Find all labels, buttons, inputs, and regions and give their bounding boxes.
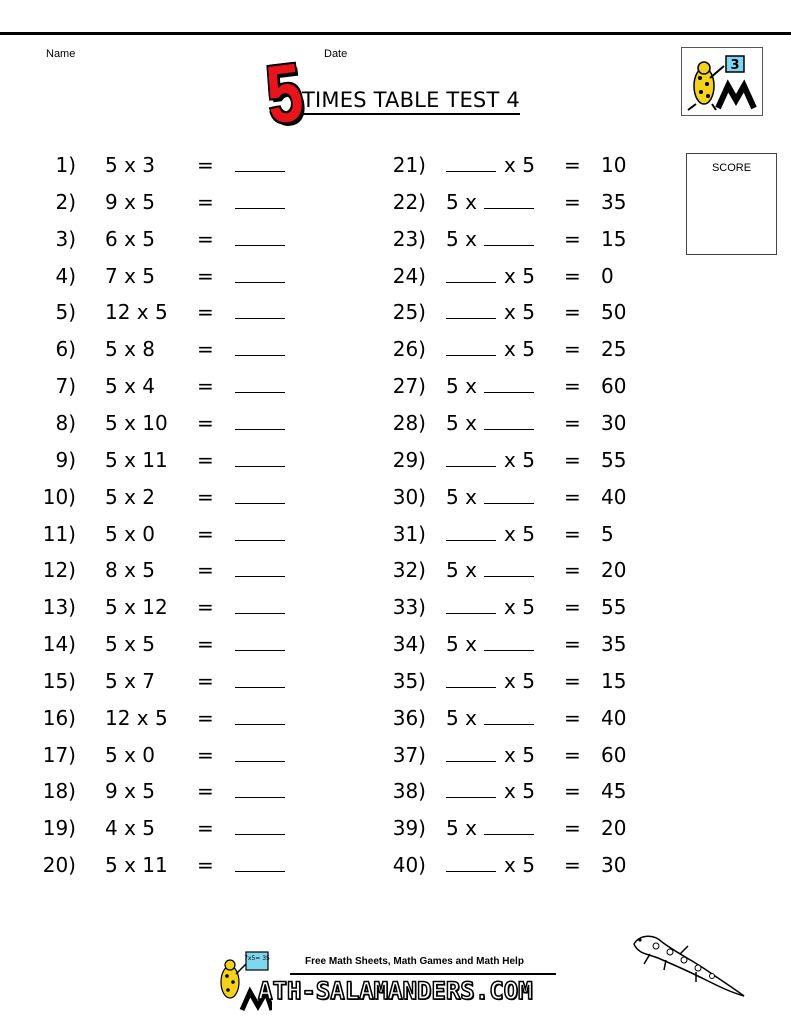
- factor-blank[interactable]: [484, 411, 534, 435]
- question-expression: 5 x: [446, 226, 477, 251]
- question-expression: x 5: [504, 300, 535, 325]
- equals-sign: =: [564, 263, 581, 288]
- score-label: SCORE: [711, 162, 752, 174]
- question-expression: 5 x: [446, 484, 477, 509]
- question-number: 11): [42, 521, 76, 546]
- product-value: 15: [601, 226, 627, 251]
- question-expression: x 5: [504, 447, 535, 472]
- equals-sign: =: [564, 668, 581, 693]
- question-expression: 8 x 5: [105, 558, 155, 583]
- factor-blank[interactable]: [446, 595, 496, 619]
- equals-sign: =: [564, 226, 581, 251]
- question-expression: 5 x 0: [105, 521, 155, 546]
- question-expression: 5 x: [446, 374, 477, 399]
- question-number: 15): [42, 668, 76, 693]
- answer-blank[interactable]: [235, 411, 285, 435]
- equals-sign: =: [197, 226, 214, 251]
- equals-sign: =: [197, 742, 214, 767]
- question-number: 25): [392, 300, 426, 325]
- question-expression: 5 x 2: [105, 484, 155, 509]
- equals-sign: =: [197, 521, 214, 546]
- equals-sign: =: [197, 816, 214, 841]
- answer-blank[interactable]: [235, 153, 285, 177]
- answer-blank[interactable]: [235, 743, 285, 767]
- product-value: 0: [601, 263, 614, 288]
- question-expression: 5 x: [446, 410, 477, 435]
- product-value: 55: [601, 595, 627, 620]
- big-digit: 5: [261, 46, 308, 142]
- factor-blank[interactable]: [446, 522, 496, 546]
- answer-blank[interactable]: [235, 264, 285, 288]
- factor-blank[interactable]: [446, 853, 496, 877]
- question-expression: 12 x 5: [105, 300, 168, 325]
- page-title: TIMES TABLE TEST 4: [302, 88, 520, 115]
- equals-sign: =: [564, 447, 581, 472]
- factor-blank[interactable]: [484, 227, 534, 251]
- question-number: 16): [42, 705, 76, 730]
- question-number: 26): [392, 337, 426, 362]
- answer-blank[interactable]: [235, 448, 285, 472]
- equals-sign: =: [197, 595, 214, 620]
- question-expression: 5 x: [446, 705, 477, 730]
- equals-sign: =: [564, 595, 581, 620]
- product-value: 60: [601, 742, 627, 767]
- question-number: 3): [55, 226, 76, 251]
- factor-blank[interactable]: [484, 190, 534, 214]
- question-number: 19): [42, 816, 76, 841]
- factor-blank[interactable]: [446, 743, 496, 767]
- question-number: 38): [392, 779, 426, 804]
- answer-blank[interactable]: [235, 337, 285, 361]
- equals-sign: =: [564, 705, 581, 730]
- question-number: 39): [392, 816, 426, 841]
- question-expression: x 5: [504, 337, 535, 362]
- question-expression: 9 x 5: [105, 779, 155, 804]
- question-expression: x 5: [504, 779, 535, 804]
- question-expression: x 5: [504, 521, 535, 546]
- header-rule: [0, 32, 791, 35]
- factor-blank[interactable]: [446, 337, 496, 361]
- question-number: 4): [55, 263, 76, 288]
- equals-sign: =: [197, 632, 214, 657]
- question-expression: x 5: [504, 668, 535, 693]
- equals-sign: =: [564, 632, 581, 657]
- question-expression: 5 x 4: [105, 374, 155, 399]
- footer-sign-text: 7x5= 35: [244, 955, 270, 962]
- question-number: 32): [392, 558, 426, 583]
- score-box[interactable]: [686, 153, 777, 255]
- question-number: 6): [55, 337, 76, 362]
- question-expression: 9 x 5: [105, 189, 155, 214]
- question-number: 20): [42, 853, 76, 878]
- equals-sign: =: [564, 853, 581, 878]
- equals-sign: =: [197, 189, 214, 214]
- product-value: 50: [601, 300, 627, 325]
- equals-sign: =: [197, 337, 214, 362]
- product-value: 45: [601, 779, 627, 804]
- question-expression: x 5: [504, 153, 535, 177]
- factor-blank[interactable]: [446, 300, 496, 324]
- factor-blank[interactable]: [446, 669, 496, 693]
- name-label: Name: [46, 48, 76, 60]
- question-expression: 5 x 10: [105, 410, 168, 435]
- question-number: 33): [392, 595, 426, 620]
- salamander-logo-icon: [682, 48, 762, 115]
- equals-sign: =: [564, 153, 581, 177]
- question-number: 35): [392, 668, 426, 693]
- question-number: 12): [42, 558, 76, 583]
- product-value: 60: [601, 374, 627, 399]
- answer-blank[interactable]: [235, 227, 285, 251]
- equals-sign: =: [197, 374, 214, 399]
- equals-sign: =: [197, 447, 214, 472]
- answer-blank[interactable]: [235, 485, 285, 509]
- answer-blank[interactable]: [235, 558, 285, 582]
- factor-blank[interactable]: [484, 485, 534, 509]
- question-number: 28): [392, 410, 426, 435]
- question-expression: x 5: [504, 263, 535, 288]
- answer-blank[interactable]: [235, 853, 285, 877]
- product-value: 5: [601, 521, 614, 546]
- equals-sign: =: [197, 410, 214, 435]
- logo-badge: [681, 47, 763, 116]
- footer-tagline: Free Math Sheets, Math Games and Math Help: [305, 956, 524, 967]
- question-expression: 5 x 5: [105, 632, 155, 657]
- question-expression: 5 x: [446, 189, 477, 214]
- answer-blank[interactable]: [235, 816, 285, 840]
- question-number: 13): [42, 595, 76, 620]
- salamander-illustration-icon: [626, 928, 746, 998]
- question-expression: 5 x 11: [105, 853, 168, 878]
- factor-blank[interactable]: [484, 558, 534, 582]
- equals-sign: =: [564, 484, 581, 509]
- question-number: 18): [42, 779, 76, 804]
- equals-sign: =: [564, 779, 581, 804]
- question-number: 1): [55, 153, 76, 177]
- equals-sign: =: [564, 337, 581, 362]
- product-value: 15: [601, 668, 627, 693]
- factor-blank[interactable]: [446, 448, 496, 472]
- question-number: 14): [42, 632, 76, 657]
- answer-blank[interactable]: [235, 669, 285, 693]
- question-number: 34): [392, 632, 426, 657]
- product-value: 55: [601, 447, 627, 472]
- question-number: 36): [392, 705, 426, 730]
- question-number: 22): [392, 189, 426, 214]
- equals-sign: =: [197, 668, 214, 693]
- factor-blank[interactable]: [446, 264, 496, 288]
- question-expression: 6 x 5: [105, 226, 155, 251]
- equals-sign: =: [197, 484, 214, 509]
- question-expression: x 5: [504, 595, 535, 620]
- equals-sign: =: [564, 742, 581, 767]
- product-value: 10: [601, 153, 627, 177]
- product-value: 40: [601, 705, 627, 730]
- question-expression: 7 x 5: [105, 263, 155, 288]
- answer-blank[interactable]: [235, 190, 285, 214]
- question-expression: 5 x 11: [105, 447, 168, 472]
- answer-blank[interactable]: [235, 595, 285, 619]
- question-expression: 5 x 8: [105, 337, 155, 362]
- question-expression: 4 x 5: [105, 816, 155, 841]
- question-number: 8): [55, 410, 76, 435]
- product-value: 25: [601, 337, 627, 362]
- question-number: 40): [392, 853, 426, 878]
- product-value: 35: [601, 632, 627, 657]
- question-expression: 5 x 12: [105, 595, 168, 620]
- equals-sign: =: [564, 189, 581, 214]
- answer-blank[interactable]: [235, 522, 285, 546]
- product-value: 20: [601, 558, 627, 583]
- factor-blank[interactable]: [484, 706, 534, 730]
- equals-sign: =: [564, 521, 581, 546]
- factor-blank[interactable]: [484, 632, 534, 656]
- factor-blank[interactable]: [446, 779, 496, 803]
- product-value: 20: [601, 816, 627, 841]
- equals-sign: =: [197, 300, 214, 325]
- question-expression: 5 x: [446, 558, 477, 583]
- answer-blank[interactable]: [235, 374, 285, 398]
- question-number: 21): [392, 153, 426, 177]
- question-expression: 5 x: [446, 632, 477, 657]
- question-number: 17): [42, 742, 76, 767]
- question-expression: 12 x 5: [105, 705, 168, 730]
- question-number: 23): [392, 226, 426, 251]
- question-number: 37): [392, 742, 426, 767]
- question-number: 24): [392, 263, 426, 288]
- equals-sign: =: [197, 153, 214, 177]
- answer-blank[interactable]: [235, 300, 285, 324]
- answer-blank[interactable]: [235, 779, 285, 803]
- question-expression: x 5: [504, 742, 535, 767]
- question-expression: 5 x 3: [105, 153, 155, 177]
- product-value: 40: [601, 484, 627, 509]
- answer-blank[interactable]: [235, 632, 285, 656]
- question-number: 7): [55, 374, 76, 399]
- question-number: 29): [392, 447, 426, 472]
- equals-sign: =: [564, 300, 581, 325]
- question-number: 10): [42, 484, 76, 509]
- question-expression: x 5: [504, 853, 535, 878]
- equals-sign: =: [197, 263, 214, 288]
- equals-sign: =: [564, 410, 581, 435]
- question-number: 9): [55, 447, 76, 472]
- footer-rule: [290, 973, 556, 975]
- equals-sign: =: [197, 705, 214, 730]
- equals-sign: =: [564, 816, 581, 841]
- question-expression: 5 x: [446, 816, 477, 841]
- factor-blank[interactable]: [484, 816, 534, 840]
- product-value: 30: [601, 410, 627, 435]
- factor-blank[interactable]: [484, 374, 534, 398]
- equals-sign: =: [197, 779, 214, 804]
- equals-sign: =: [564, 558, 581, 583]
- product-value: 30: [601, 853, 627, 878]
- question-number: 5): [55, 300, 76, 325]
- factor-blank[interactable]: [446, 153, 496, 177]
- product-value: 35: [601, 189, 627, 214]
- question-number: 2): [55, 189, 76, 214]
- question-number: 27): [392, 374, 426, 399]
- question-number: 31): [392, 521, 426, 546]
- question-number: 30): [392, 484, 426, 509]
- question-expression: 5 x 7: [105, 668, 155, 693]
- equals-sign: =: [197, 853, 214, 878]
- question-expression: 5 x 0: [105, 742, 155, 767]
- date-label: Date: [324, 48, 348, 60]
- logo-badge-digit: 3: [730, 58, 740, 73]
- equals-sign: =: [564, 374, 581, 399]
- answer-blank[interactable]: [235, 706, 285, 730]
- equals-sign: =: [197, 558, 214, 583]
- footer-brand: ATH-SALAMANDERS.COM: [258, 977, 533, 1005]
